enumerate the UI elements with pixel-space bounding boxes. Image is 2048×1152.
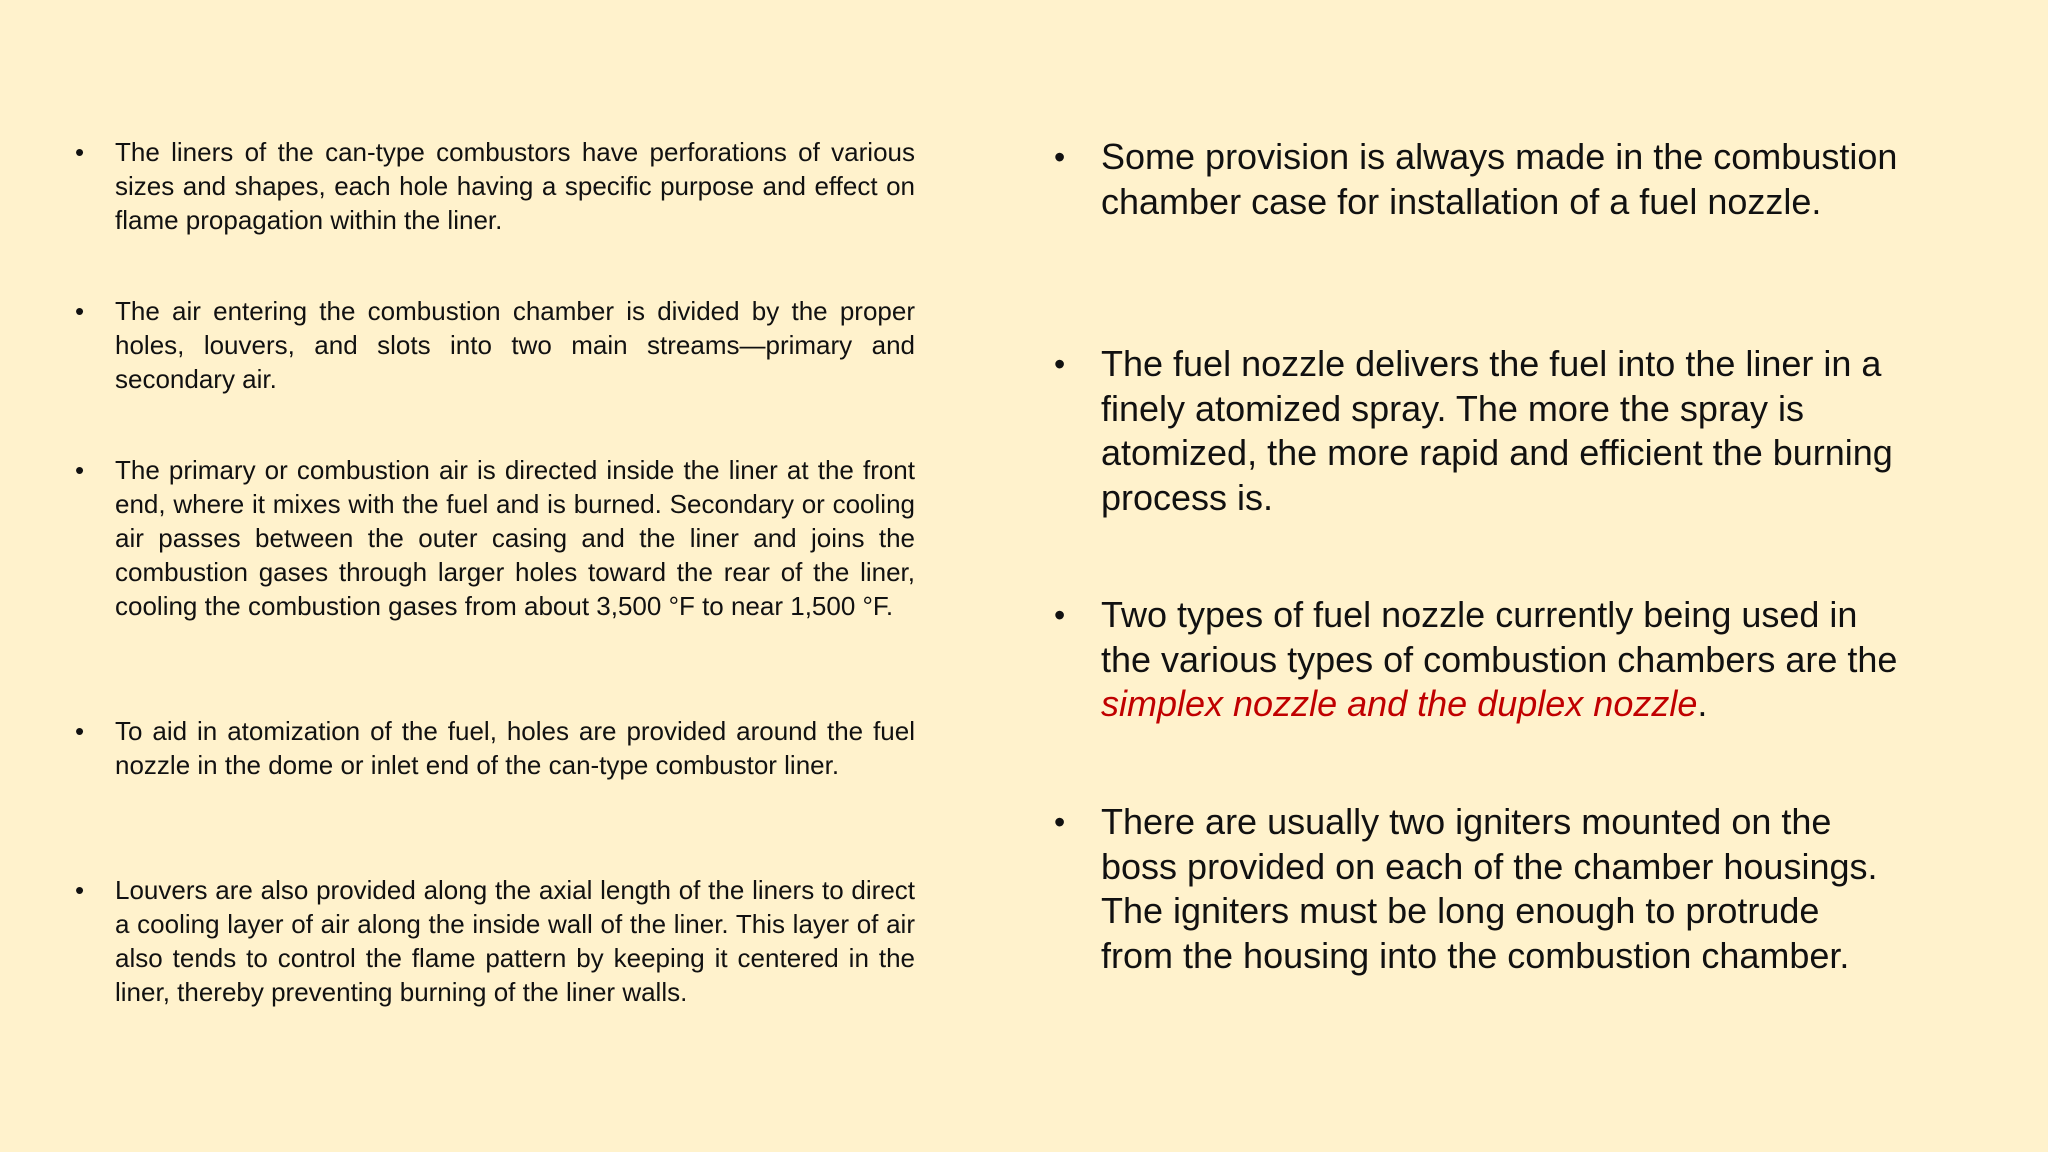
bullet-dot: • [75, 455, 85, 485]
bullet-dot: • [1054, 804, 1066, 840]
bullet-dot: • [75, 137, 85, 167]
list-item [75, 714, 915, 782]
bullet-text-suffix: . [1697, 683, 1708, 724]
bullet-text: The liners of the can-type combustors have perforations of various sizes and shapes, each hole having a specific purpose and effect on flame propagation within the liner. [115, 137, 915, 235]
list-item [1050, 342, 1900, 520]
bullet-dot: • [1054, 139, 1066, 175]
bullet-text: The air entering the combustion chamber is divided by the proper holes, louvers, and slots into two main streams—primary and secondary air. [115, 296, 915, 394]
list-item [1050, 593, 1900, 727]
bullet-dot: • [75, 296, 85, 326]
list-item [1050, 800, 1900, 978]
list-item [1050, 135, 1900, 224]
list-item [75, 873, 915, 1009]
bullet-text-prefix: Two types of fuel nozzle currently being used in the various types of combustion chambers are the [1101, 594, 1898, 680]
bullet-dot: • [75, 875, 85, 905]
list-item [75, 135, 915, 237]
bullet-text [1101, 593, 1900, 727]
bullet-text: There are usually two igniters mounted on the boss provided on each of the chamber housings. The igniters must be long enough to protrude from the housing into the combustion chamber. [1101, 801, 1878, 976]
bullet-text: To aid in atomization of the fuel, holes are provided around the fuel nozzle in the dome or inlet end of the can-type combustor liner. [115, 716, 915, 780]
list-item [75, 453, 915, 623]
bullet-dot: • [1054, 597, 1066, 633]
bullet-text: Some provision is always made in the combustion chamber case for installation of a fuel nozzle. [1101, 136, 1898, 222]
bullet-text: The primary or combustion air is directed inside the liner at the front end, where it mixes with the fuel and is burned. Secondary or cooling air passes between the outer casing and the liner and joins the combustion gases through larger holes toward the rear of the liner, cooling the combustion gases from about 3,500 °F to near 1,500 °F. [115, 455, 915, 621]
bullet-dot: • [75, 716, 85, 746]
bullet-text: The fuel nozzle delivers the fuel into the liner in a finely atomized spray. The more the spray is atomized, the more rapid and efficient the burning process is. [1101, 343, 1893, 518]
bullet-text: Louvers are also provided along the axial length of the liners to direct a cooling layer of air along the inside wall of the liner. This layer of air also tends to control the flame pattern by keeping it centered in the liner, thereby preventing burning of the liner walls. [115, 875, 915, 1007]
bullet-dot: • [1054, 346, 1066, 382]
list-item [75, 294, 915, 396]
nozzle-types-highlight: simplex nozzle and the duplex nozzle [1101, 683, 1698, 724]
